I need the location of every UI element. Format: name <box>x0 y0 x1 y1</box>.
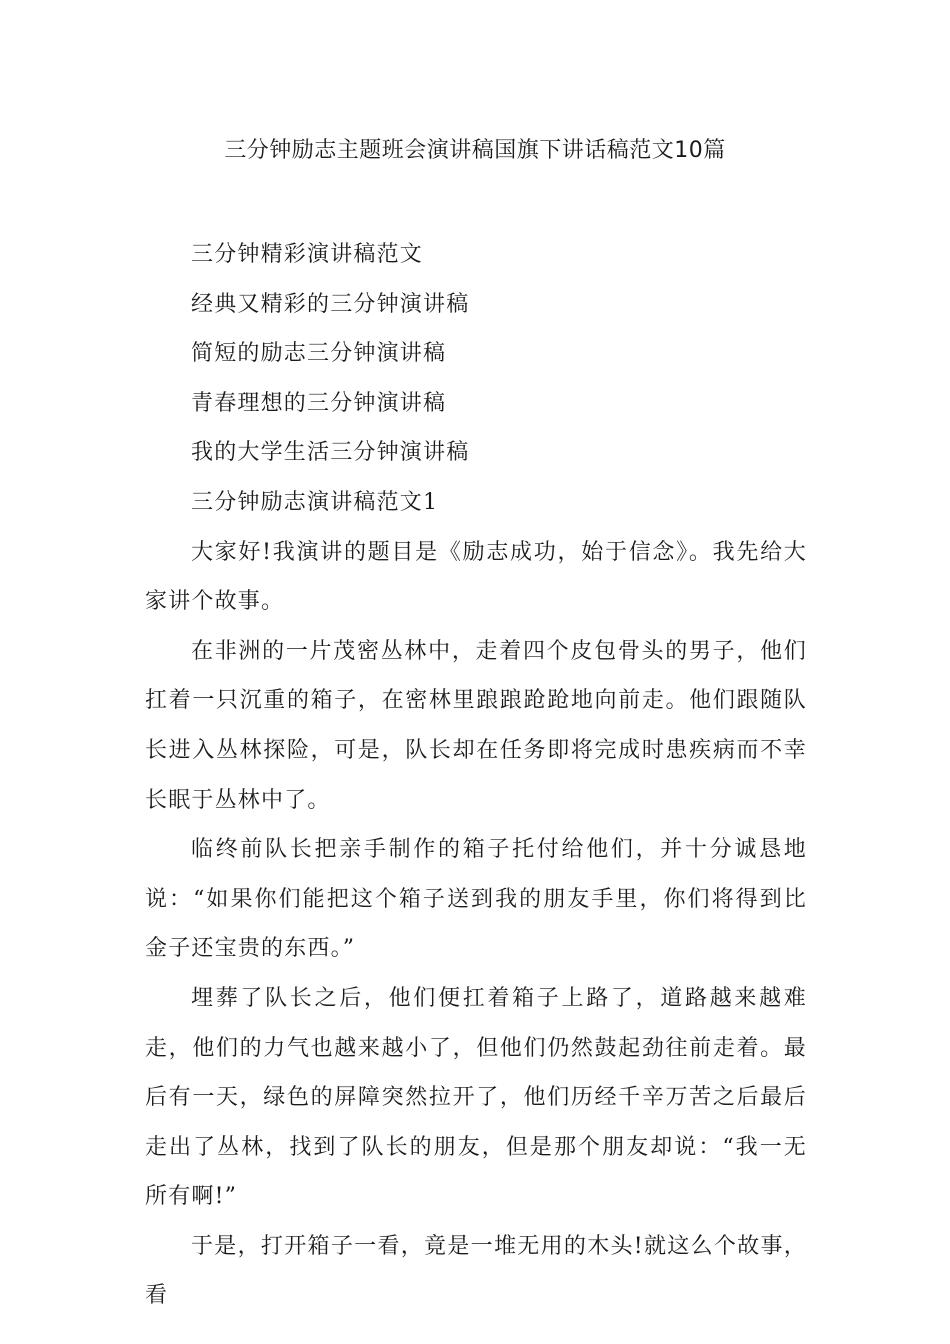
body-paragraph: 临终前队长把亲手制作的箱子托付给他们，并十分诚恳地说：“如果你们能把这个箱子送到我的朋友手里，你们将得到比金子还宝贵的东西。” <box>145 837 807 962</box>
body-paragraph: 埋葬了队长之后，他们便扛着箱子上路了，道路越来越难走，他们的力气也越来越小了，但他们仍然鼓起劲往前走着。最后有一天，绿色的屏障突然拉开了，他们历经千辛万苦之后最后走出了丛林，找到了队长的朋友，但是那个朋友却说：“我一无所有啊!” <box>145 985 807 1210</box>
toc-item: 青春理想的三分钟演讲稿 <box>191 390 447 416</box>
toc-item: 简短的励志三分钟演讲稿 <box>191 341 447 367</box>
body-paragraph: 于是，打开箱子一看，竟是一堆无用的木头!就这么个故事，看 <box>145 1233 807 1309</box>
body-paragraph: 在非洲的一片茂密丛林中，走着四个皮包骨头的男子，他们扛着一只沉重的箱子，在密林里踉踉跄跄地向前走。他们跟随队长进入丛林探险，可是，队长却在任务即将完成时患疾病而不幸长眠于丛林中了。 <box>145 638 807 813</box>
body-paragraph: 大家好!我演讲的题目是《励志成功，始于信念》。我先给大家讲个故事。 <box>145 539 807 615</box>
document-body <box>145 230 807 1321</box>
section-heading: 三分钟励志演讲稿范文1 <box>191 489 439 515</box>
toc-item: 三分钟精彩演讲稿范文 <box>191 242 424 267</box>
toc-item: 我的大学生活三分钟演讲稿 <box>191 440 470 466</box>
document-title: 三分钟励志主题班会演讲稿国旗下讲话稿范文10篇 <box>224 138 726 163</box>
toc-item: 经典又精彩的三分钟演讲稿 <box>191 291 470 317</box>
